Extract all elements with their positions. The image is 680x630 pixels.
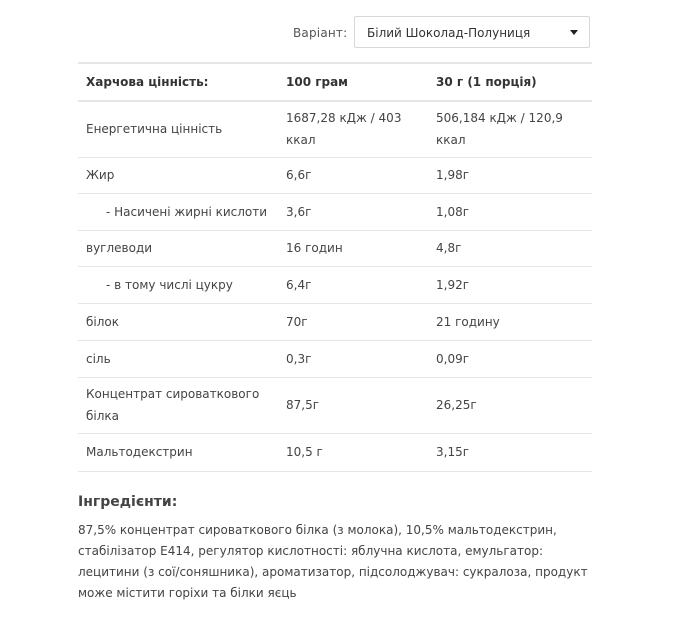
nutrient-per-serving: 1,98г [428,157,592,193]
nutrient-per-100g: 6,6г [278,157,428,193]
ingredients-text: 87,5% концентрат сироваткового білка (з молока), 10,5% мальтодекстрин, стабілізатор Е414, регулятор кислотності: яблучна кислота, емульгатор: лецитини (з сої/соняшника), ароматизатор, підсолоджувач: сукралоза, продукт може містити горіхи та білки яєць [78,523,588,600]
header-nutrition: Харчова цінність: [78,63,278,101]
nutrient-per-serving: 21 годину [428,303,592,340]
nutrient-per-serving: 0,09г [428,340,592,377]
table-row [78,377,592,433]
nutrient-name: Мальтодекстрин [78,433,278,471]
nutrient-name: - Насичені жирні кислоти [78,193,278,230]
table-row [78,101,592,157]
nutrient-per-100g: 6,4г [278,266,428,303]
table-row [78,340,592,377]
nutrient-per-serving: 26,25г [428,377,592,433]
table-row [78,266,592,303]
nutrient-per-100g: 70г [278,303,428,340]
ingredients-title: Інгредієнти: [78,494,178,510]
nutrient-per-serving: 1,92г [428,266,592,303]
nutrient-name: вуглеводи [78,230,278,266]
nutrient-name: - в тому числі цукру [78,266,278,303]
nutrient-name: Енергетична цінність [78,101,278,157]
variant-dropdown[interactable] [354,16,590,48]
chevron-down-icon [570,30,578,35]
table-row [78,303,592,340]
nutrient-per-serving: 506,184 кДж / 120,9 ккал [428,101,592,157]
header-per-serving: 30 г (1 порція) [428,63,592,101]
nutrient-per-100g: 3,6г [278,193,428,230]
nutrient-per-serving: 3,15г [428,433,592,471]
nutrient-name: Жир [78,157,278,193]
table-row [78,193,592,230]
table-header-row [78,63,592,101]
table-row [78,433,592,471]
nutrient-per-100g: 1687,28 кДж / 403 ккал [278,101,428,157]
variant-selector-row [0,16,680,50]
variant-selected-value: Білий Шоколад-Полуниця [367,26,531,40]
nutrient-per-100g: 10,5 г [278,433,428,471]
nutrient-per-100g: 0,3г [278,340,428,377]
nutrition-table [78,62,592,472]
variant-label: Варіант: [293,26,348,40]
nutrient-name: Концентрат сироваткового білка [78,377,278,433]
nutrient-per-100g: 16 годин [278,230,428,266]
nutrient-per-serving: 4,8г [428,230,592,266]
table-row [78,157,592,193]
nutrient-name: сіль [78,340,278,377]
nutrient-per-serving: 1,08г [428,193,592,230]
table-row [78,230,592,266]
header-per-100g: 100 грам [278,63,428,101]
nutrient-name: білок [78,303,278,340]
nutrient-per-100g: 87,5г [278,377,428,433]
